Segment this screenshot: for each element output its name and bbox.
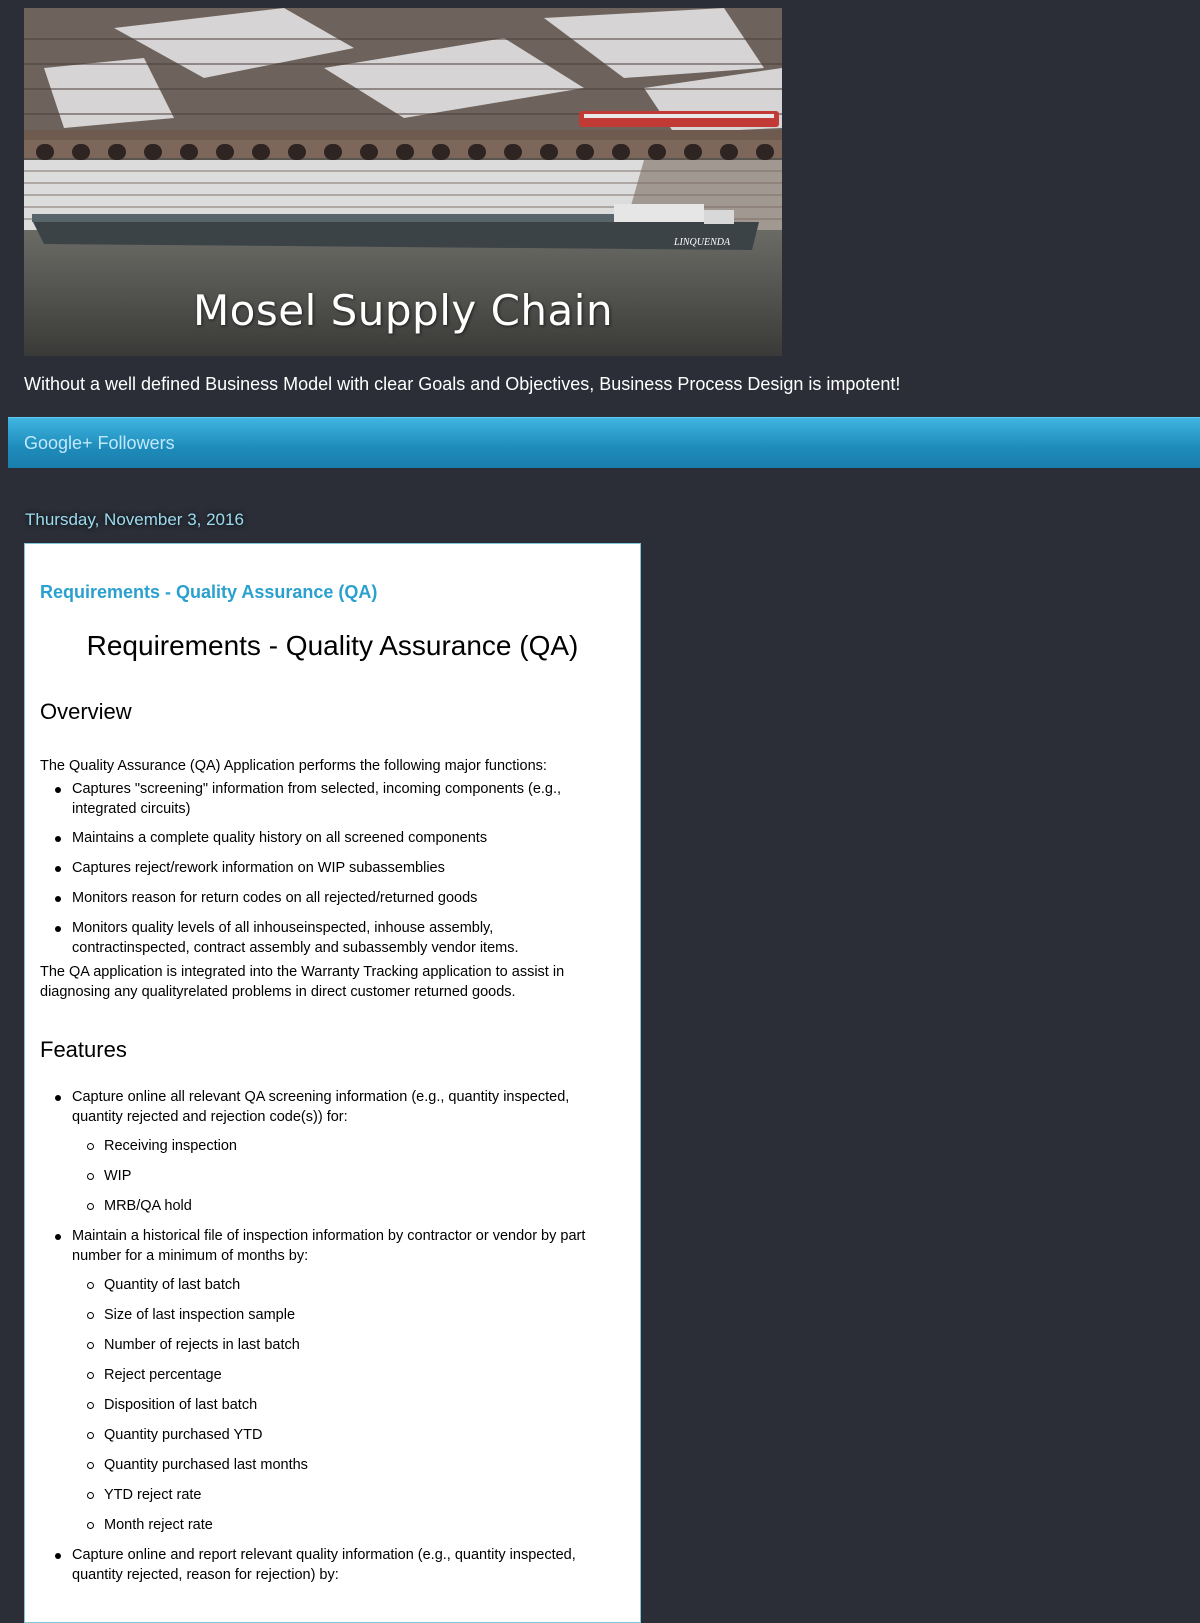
features-heading: Features (40, 1037, 127, 1062)
post-title-link[interactable]: Requirements - Quality Assurance (QA) (40, 582, 378, 602)
sub-list-item: Quantity purchased YTD (40, 1425, 600, 1445)
navigation-bar (8, 417, 1200, 468)
bullet-icon (55, 1553, 61, 1559)
post-date: Thursday, November 3, 2016 (25, 510, 244, 529)
circle-bullet-icon (87, 1492, 94, 1499)
overview-outro: The QA application is integrated into the Warranty Tracking application to assist in diagnosing any qualityrelated problems in direct customer returned goods. (40, 964, 565, 1000)
features-list (40, 1087, 600, 1585)
list-item: Capture online all relevant QA screening information (e.g., quantity inspected, quantity rejected and rejection code(s)) for: (40, 1087, 600, 1127)
sub-list-item: WIP (40, 1166, 600, 1186)
boat-name-text: LINQUENDA (674, 237, 731, 248)
sub-list-item: Size of last inspection sample (40, 1305, 600, 1325)
train-shape (579, 111, 779, 127)
sub-list-item: Reject percentage (40, 1365, 600, 1385)
sub-list-item: Quantity purchased last months (40, 1455, 600, 1475)
bullet-icon (55, 787, 61, 793)
circle-bullet-icon (87, 1462, 94, 1469)
sub-list-item: Receiving inspection (40, 1136, 600, 1156)
circle-bullet-icon (87, 1203, 94, 1210)
sub-list-item: Quantity of last batch (40, 1275, 600, 1295)
blog-tagline: Without a well defined Business Model with clear Goals and Objectives, Business Process Design is impotent! (24, 374, 901, 394)
document-heading: Requirements - Quality Assurance (QA) (86, 630, 579, 661)
bullet-icon (55, 836, 61, 842)
overview-heading: Overview (40, 699, 132, 724)
list-item: Captures "screening" information from selected, incoming components (e.g., integrated circuits) (40, 779, 600, 819)
overview-list (40, 779, 600, 958)
sub-list-item: Disposition of last batch (40, 1395, 600, 1415)
header-banner-image[interactable] (24, 8, 782, 356)
bullet-icon (55, 926, 61, 932)
sub-list-item: MRB/QA hold (40, 1196, 600, 1216)
circle-bullet-icon (87, 1402, 94, 1409)
blog-title[interactable]: Mosel Supply Chain (192, 286, 614, 335)
bullet-icon (55, 1095, 61, 1101)
circle-bullet-icon (87, 1372, 94, 1379)
list-item: Monitors quality levels of all inhouseinspected, inhouse assembly, contractinspected, contract assembly and subassembly vendor items. (40, 918, 600, 958)
circle-bullet-icon (87, 1312, 94, 1319)
circle-bullet-icon (87, 1342, 94, 1349)
circle-bullet-icon (87, 1143, 94, 1150)
list-item: Maintains a complete quality history on all screened components (40, 828, 600, 848)
circle-bullet-icon (87, 1522, 94, 1529)
list-item: Capture online and report relevant quality information (e.g., quantity inspected, quantity rejected, reason for rejection) by: (40, 1545, 600, 1585)
list-item: Maintain a historical file of inspection information by contractor or vendor by part number for a minimum of months by: (40, 1226, 600, 1266)
bullet-icon (55, 866, 61, 872)
list-item: Captures reject/rework information on WIP subassemblies (40, 858, 600, 878)
bullet-icon (55, 896, 61, 902)
circle-bullet-icon (87, 1432, 94, 1439)
sub-list-item: Number of rejects in last batch (40, 1335, 600, 1355)
overview-intro: The Quality Assurance (QA) Application performs the following major functions: (40, 758, 547, 774)
post-body (24, 543, 641, 1623)
bullet-icon (55, 1234, 61, 1240)
sub-list-item: Month reject rate (40, 1515, 600, 1535)
circle-bullet-icon (87, 1282, 94, 1289)
list-item: Monitors reason for return codes on all rejected/returned goods (40, 888, 600, 908)
nav-link-google-followers[interactable]: Google+ Followers (24, 433, 175, 453)
sub-list-item: YTD reject rate (40, 1485, 600, 1505)
circle-bullet-icon (87, 1173, 94, 1180)
